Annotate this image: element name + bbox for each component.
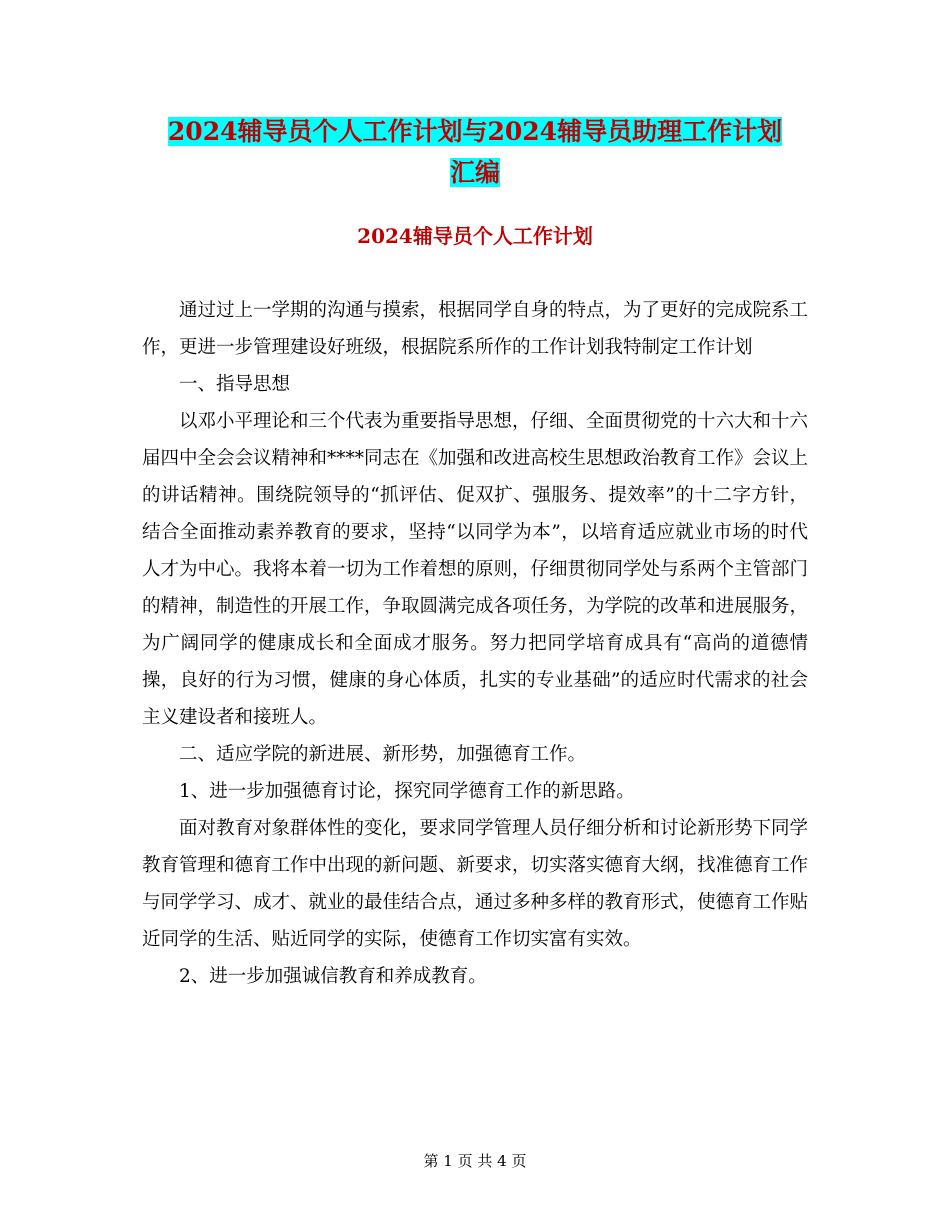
title-line-2: 汇编	[449, 158, 500, 187]
heading-guiding-ideology: 一、指导思想	[179, 374, 291, 395]
title-line-1: 2024辅导员个人工作计划与2024辅导员助理工作计划	[167, 117, 783, 146]
document-title	[0, 113, 950, 151]
document-body	[142, 292, 808, 995]
page-footer: 第 1 页 共 4 页	[423, 1152, 527, 1170]
document-title-continued	[0, 154, 950, 192]
paragraph-item-1: 面对教育对象群体性的变化，要求同学管理人员仔细分析和讨论新形势下同学教育管理和德育工作中出现的新问题、新要求，切实落实德育大纲，找准德育工作与同学学习、成才、就业的最佳结合点，通过多种多样的教育形式，使德育工作贴近同学的生活、贴近同学的实际，使德育工作切实富有实效。	[142, 818, 809, 950]
heading-moral-education: 二、适应学院的新进展、新形势，加强德育工作。	[179, 744, 587, 765]
paragraph-intro: 通过过上一学期的沟通与摸索，根据同学自身的特点，为了更好的完成院系工作，更进一步管理建设好班级，根据院系所作的工作计划我特制定工作计划	[142, 300, 809, 358]
section-title: 2024辅导员个人工作计划	[357, 224, 593, 248]
item-2: 2、进一步加强诚信教育和养成教育。	[179, 966, 487, 987]
paragraph-guiding-ideology: 以邓小平理论和三个代表为重要指导思想，仔细、全面贯彻党的十六大和十六届四中全会会议精神和****同志在《加强和改进高校生思想政治教育工作》会议上的讲话精神。围绕院领导的“抓评估、促双扩、强服务、提效率”的十二字方针，结合全面推动素养教育的要求，坚持“以同学为本”，以培育适应就业市场的时代人才为中心。我将本着一切为工作着想的原则，仔细贯彻同学处与系两个主管部门的精神，制造性的开展工作，争取圆满完成各项任务，为学院的改革和进展服务，为广阔同学的健康成长和全面成才服务。努力把同学培育成具有“高尚的道德情操，良好的行为习惯，健康的身心体质，扎实的专业基础”的适应时代需求的社会主义建设者和接班人。	[142, 411, 809, 728]
item-1: 1、进一步加强德育讨论，探究同学德育工作的新思路。	[179, 781, 635, 802]
